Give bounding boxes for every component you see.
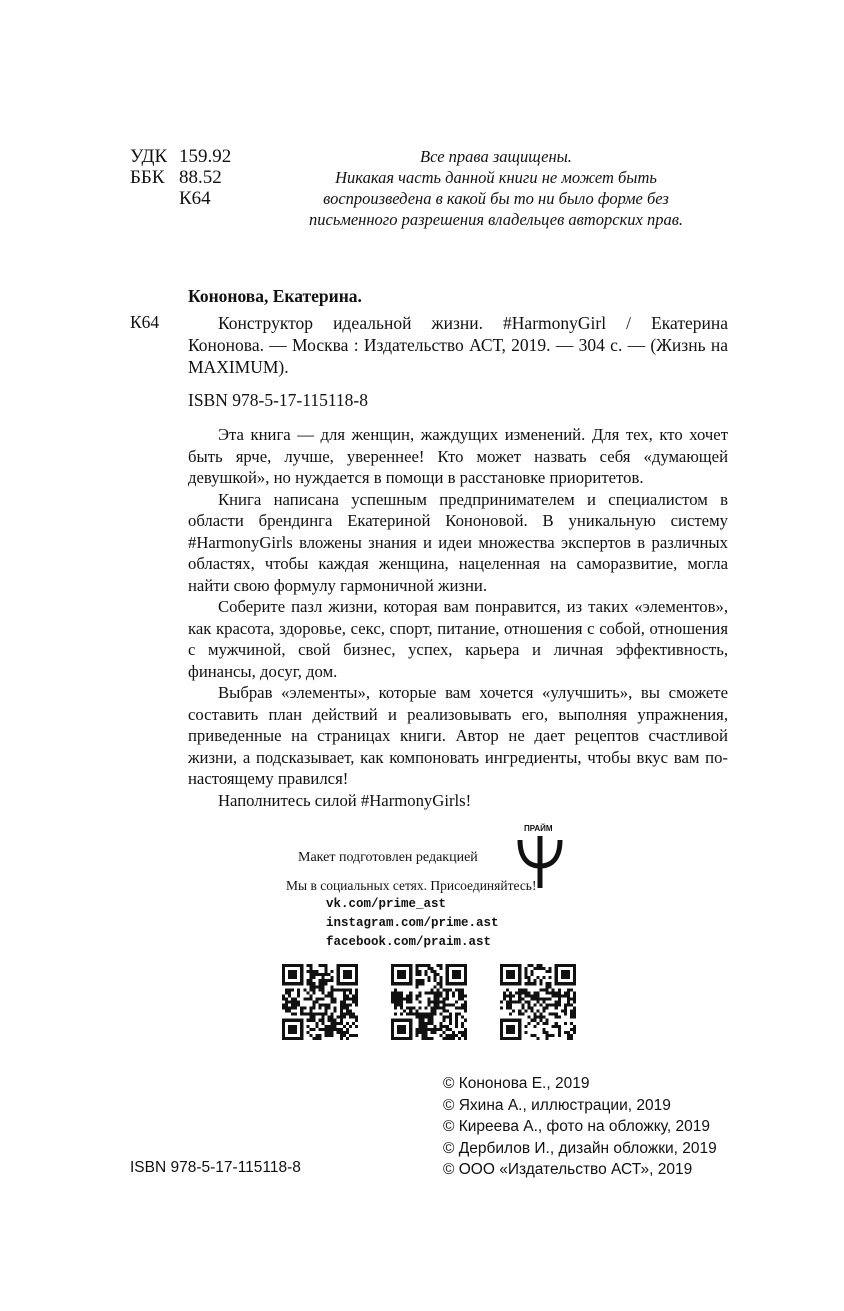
copyright-line: © Киреева А., фото на обложку, 2019 xyxy=(443,1118,710,1135)
copyright-line: © Яхина А., иллюстрации, 2019 xyxy=(443,1096,671,1114)
qr-icon xyxy=(282,964,358,1040)
qr-code-instagram xyxy=(391,964,467,1040)
author-sign-code: К64 xyxy=(179,188,211,209)
bbk-label: ББК xyxy=(130,167,165,188)
prepared-by-line: Макет подготовлен редакцией xyxy=(298,850,478,865)
social-link-vk[interactable]: vk.com/prime_ast xyxy=(326,897,447,911)
logo-text: ПРАЙМ xyxy=(524,824,553,833)
rights-line-2: Никакая часть данной книги не может быть xyxy=(335,168,657,187)
rights-line-4: письменного разрешения владельцев авторских прав. xyxy=(309,210,683,229)
bbk-value: 88.52 xyxy=(179,167,222,188)
social-intro: Мы в социальных сетях. Присоединяйтесь! xyxy=(286,878,537,893)
author-heading: Кононова, Екатерина. xyxy=(188,286,362,306)
qr-icon xyxy=(391,964,467,1040)
annotation xyxy=(188,424,728,811)
copyright-line: © Дербилов И., дизайн обложки, 2019 xyxy=(443,1139,717,1157)
qr-code-facebook xyxy=(500,964,576,1040)
bibliographic-description: Конструктор идеальной жизни. #HarmonyGirl / Екатерина Кононова. — Москва : Издательство АСТ, 2019. — 304 с. — (Жизнь на MAXIMUM). xyxy=(188,313,728,377)
social-link-facebook[interactable]: facebook.com/praim.ast xyxy=(326,935,492,949)
rights-line-1: Все права защищены. xyxy=(420,147,572,166)
udk-value: 159.92 xyxy=(179,146,232,167)
annotation-paragraph-2: Книга написана успешным предпринимателем и специалистом в области брендинга Екатериной Кононовой. В уникальную систему #HarmonyGirls вложены знания и идеи множества экспертов в различных областях, чтобы каждая женщина, нацеленная на саморазвитие, могла найти свою формулу гармоничной жизни. xyxy=(188,489,728,595)
annotation-paragraph-3: Соберите пазл жизни, которая вам понравится, из таких «элементов», как красота, здоровье, секс, спорт, питание, отношения с собой, отношения с мужчиной, свой бизнес, успех, карьера и личная эффективность, финансы, досуг, дом. xyxy=(188,597,728,681)
annotation-paragraph-5: Наполнитесь силой #HarmonyGirls! xyxy=(218,790,472,810)
copyright-line: © Кононова Е., 2019 xyxy=(443,1075,590,1092)
annotation-paragraph-1: Эта книга — для женщин, жаждущих изменений. Для тех, кто хочет быть ярче, лучше, увереннее! Кто может назвать себя «думающей девушкой», но нуждается в помощи в расстановке приоритетов. xyxy=(188,425,728,487)
copyright-list xyxy=(443,1073,717,1181)
isbn-bottom: ISBN 978-5-17-115118-8 xyxy=(130,1159,301,1176)
isbn-main: ISBN 978-5-17-115118-8 xyxy=(188,390,369,410)
rights-notice xyxy=(282,146,710,230)
udk-label: УДК xyxy=(130,146,168,167)
copyright-line: © ООО «Издательство АСТ», 2019 xyxy=(443,1161,693,1178)
udk-row xyxy=(130,146,231,167)
qr-code-vk xyxy=(282,964,358,1040)
bbk-row xyxy=(130,167,231,188)
classification-codes xyxy=(130,146,231,209)
annotation-paragraph-4: Выбрав «элементы», которые вам хочется «улучшить», вы сможете составить план действий и реализовывать его, выполняя упражнения, приведенные на страницах книги. Автор не дает рецептов счастливой жизни, а подсказывает, как компоновать ингредиенты, чтобы вкус вам по-настоящему правился! xyxy=(188,683,728,788)
social-block xyxy=(286,876,536,952)
author-sign: К64 xyxy=(130,312,160,332)
social-links xyxy=(286,895,536,952)
rights-line-3: воспроизведена в какой бы то ни было форме без xyxy=(323,189,669,208)
qr-icon xyxy=(500,964,576,1040)
social-link-instagram[interactable]: instagram.com/prime.ast xyxy=(326,916,499,930)
